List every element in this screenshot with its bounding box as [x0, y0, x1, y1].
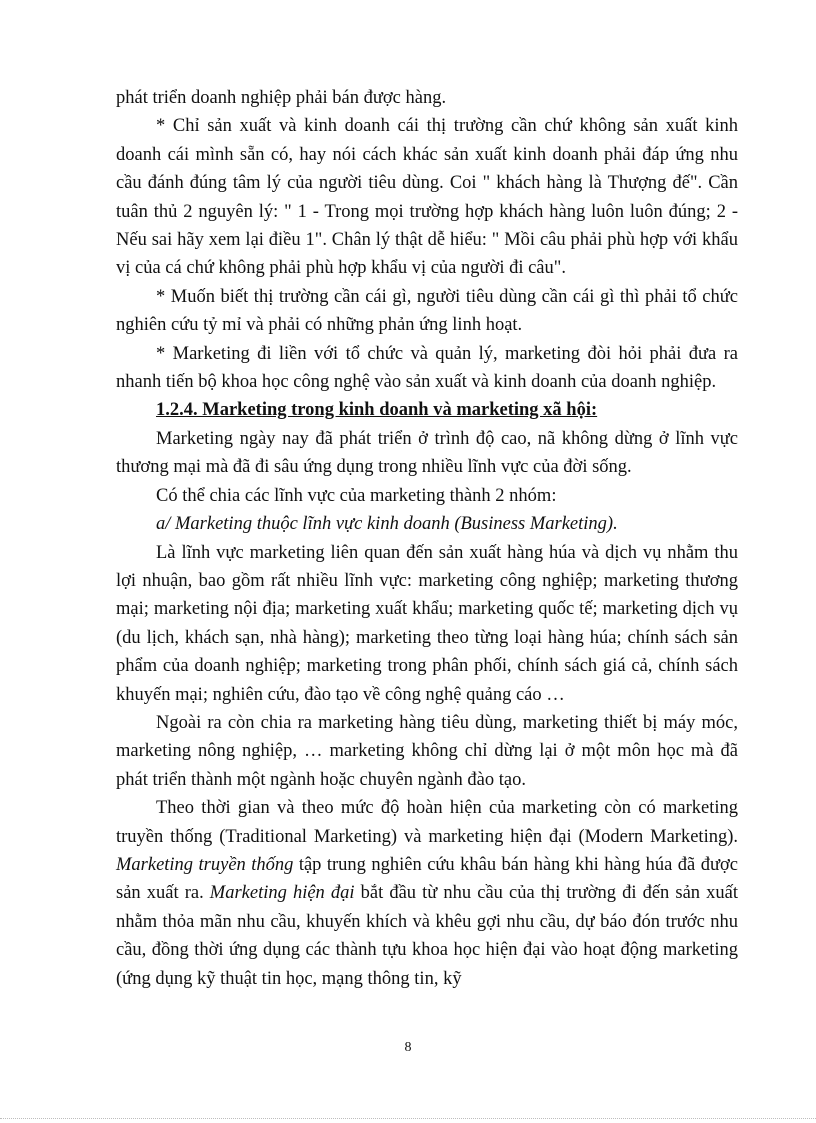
- paragraph-traditional-modern: [116, 794, 738, 993]
- text-run: Theo thời gian và theo mức độ hoàn hiện của marketing còn có marketing truyền thống (Traditional Marketing) và marketing hiện đại (Modern Marketing).: [116, 798, 738, 847]
- paragraph-market-research: * Muốn biết thị trường cần cái gì, người tiêu dùng cần cái gì thì phải tổ chức nghiên cứu tỷ mỉ và phải có những phản ứng linh hoạt.: [116, 286, 738, 336]
- paragraph-groups: Có thể chia các lĩnh vực của marketing thành 2 nhóm:: [156, 485, 557, 506]
- paragraph-other-fields: Ngoài ra còn chia ra marketing hàng tiêu dùng, marketing thiết bị máy móc, marketing nông nghiệp, … marketing không chỉ dừng lại ở một môn học mà đã phát triển thành một ngành hoặc chuyên ngành đào tạo.: [116, 712, 738, 790]
- italic-term-traditional: Marketing truyền thống: [116, 854, 294, 875]
- page-number: 8: [404, 1040, 412, 1055]
- text-run: tập trung nghiên cứu khâu bán hàng khi hàng húa đã được sản xuất ra.: [116, 854, 738, 904]
- page-border-divider: [0, 1118, 816, 1119]
- subheading-business-marketing: a/ Marketing thuộc lĩnh vực kinh doanh (Business Marketing).: [156, 514, 618, 535]
- paragraph-intro: Marketing ngày nay đã phát triển ở trình độ cao, nã không dừng ở lĩnh vực thương mại mà đã đi sâu ứng dụng trong nhiều lĩnh vực của đời sống.: [116, 428, 738, 478]
- italic-term-modern: Marketing hiện đại: [209, 883, 355, 904]
- document-body: [116, 84, 738, 993]
- paragraph-business-fields: Là lĩnh vực marketing liên quan đến sản xuất hàng húa và dịch vụ nhằm thu lợi nhuận, bao gồm rất nhiều lĩnh vực: marketing công nghiệp; marketing thương mại; marketing nội địa; marketing xuất khẩu; marketing quốc tế; marketing dịch vụ (du lịch, khách sạn, nhà hàng); marketing theo từng loại hàng húa; chính sách sản phẩm của doanh nghiệp; marketing trong phân phối, chính sách giá cả, chính sách khuyến mại; nghiên cứu, đào tạo về công nghệ quảng cáo …: [116, 542, 738, 705]
- paragraph-management: * Marketing đi liền với tổ chức và quản lý, marketing đòi hỏi phải đưa ra nhanh tiến bộ khoa học công nghệ vào sản xuất và kinh doanh của doanh nghiệp.: [116, 343, 738, 393]
- paragraph-continuation: phát triển doanh nghiệp phải bán được hàng.: [116, 88, 447, 108]
- section-heading: 1.2.4. Marketing trong kinh doanh và marketing xã hội:: [156, 400, 598, 421]
- paragraph-market-need: * Chỉ sản xuất và kinh doanh cái thị trường cần chứ không sản xuất kinh doanh cái mình sẵn có, hay nói cách khác sản xuất kinh doanh phải đáp ứng nhu cầu đánh đúng tâm lý của người tiêu dùng. Coi " khách hàng là Thượng đế". Cần tuân thủ 2 nguyên lý: " 1 - Trong mọi trường hợp khách hàng luôn luôn đúng; 2 - Nếu sai hãy xem lại điều 1". Chân lý thật dễ hiểu: " Mồi câu phải phù hợp với khẩu vị của cá chứ không phải phù hợp khẩu vị của người đi câu".: [116, 116, 738, 279]
- text-run: bắt đầu từ nhu cầu của thị trường đi đến sản xuất nhằm thỏa mãn nhu cầu, khuyến khích và khêu gợi nhu cầu, dự báo đón trước nhu cầu, đồng thời ứng dụng các thành tựu khoa học hiện đại vào hoạt động marketing (ứng dụng kỹ thuật tin học, mạng thông tin, kỹ: [116, 883, 738, 989]
